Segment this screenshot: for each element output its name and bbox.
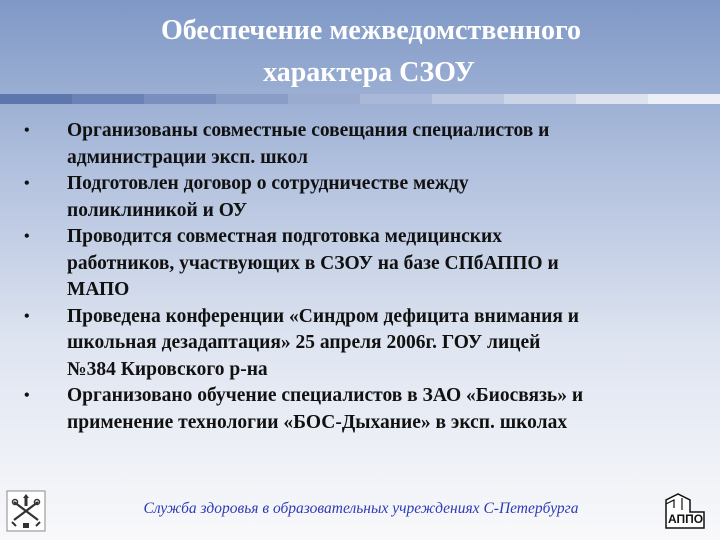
slide-title	[0, 10, 720, 94]
bullet-marker: •	[24, 122, 30, 139]
footer-caption: Служба здоровья в образовательных учреждениях С-Петербурга	[143, 500, 579, 517]
bullet-text-line: Проведена конференции «Синдром дефицита внимания и	[67, 305, 579, 327]
bullet-marker: •	[24, 387, 30, 404]
bullet-text-line: МАПО	[67, 279, 130, 300]
bullet-item	[0, 224, 720, 304]
bullet-item	[0, 171, 720, 224]
bullet-marker: •	[24, 175, 30, 192]
bullet-text-line: школьная дезадаптация» 25 апреля 2006г. ГОУ лицей	[67, 332, 541, 353]
bullet-text-line: №384 Кировского р-на	[67, 358, 268, 380]
bullet-text-line: поликлиникой и ОУ	[67, 199, 248, 221]
bar-segment	[360, 94, 432, 104]
bullet-marker: •	[24, 307, 30, 325]
bar-segment	[576, 94, 648, 104]
bullet-text-line: администрации эксп. школ	[67, 146, 308, 168]
bullet-text-line: применение технологии «БОС-Дыхание» в эксп. школах	[67, 411, 568, 433]
bar-segment	[432, 94, 504, 104]
bullet-item	[0, 118, 720, 171]
bullet-text-line: Подготовлен договор о сотрудничестве между	[67, 173, 469, 194]
bar-segment	[288, 94, 360, 104]
st-petersburg-coat-of-arms-icon	[6, 490, 46, 532]
bullet-marker: •	[24, 228, 30, 245]
bar-segment	[0, 94, 72, 104]
bullet-text-line: Организовано обучение специалистов в ЗАО «Биосвязь» и	[67, 385, 584, 406]
bullet-list	[0, 118, 720, 436]
title-divider-bar	[0, 94, 720, 104]
bullet-text-line: Проводится совместная подготовка медицинских	[67, 226, 502, 247]
bar-segment	[72, 94, 144, 104]
bar-segment	[144, 94, 216, 104]
title-line-1: Обеспечение межведомственного	[160, 15, 582, 46]
appo-logo-label: АППО	[668, 512, 704, 526]
title-line-2: характера СЗОУ	[263, 57, 475, 88]
bullet-item	[0, 304, 720, 384]
bullet-text-line: Организованы совместные совещания специалистов и	[67, 120, 550, 141]
bullet-text-line: работников, участвующих в СЗОУ на базе СПбАППО и	[67, 252, 559, 274]
bar-segment	[216, 94, 288, 104]
bar-segment	[648, 94, 720, 104]
bullet-item	[0, 383, 720, 436]
bar-segment	[504, 94, 576, 104]
